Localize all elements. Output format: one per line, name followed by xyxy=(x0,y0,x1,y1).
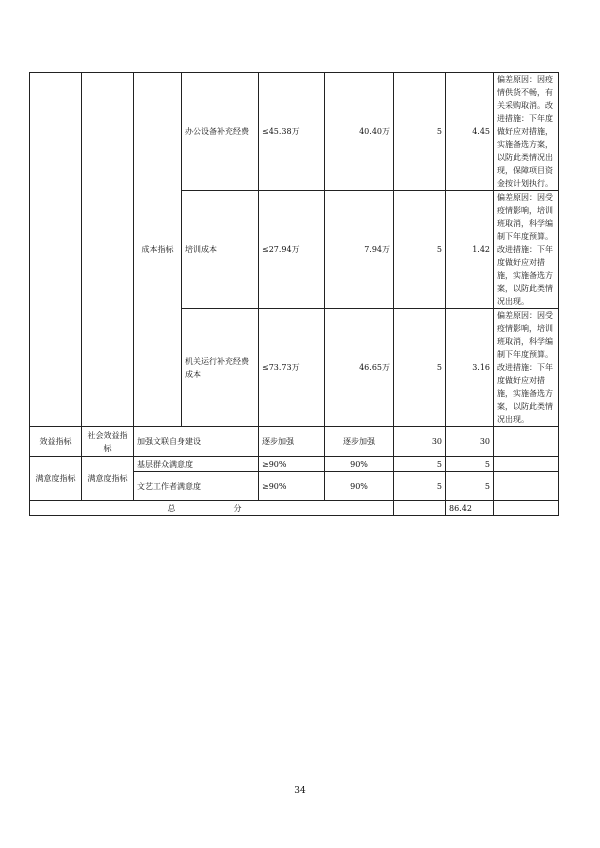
page-number: 34 xyxy=(294,786,306,796)
weight-value: 5 xyxy=(394,191,446,309)
target-value: ≤73.73万 xyxy=(259,309,325,427)
target-value: ≥90% xyxy=(259,457,325,472)
weight-value: 30 xyxy=(394,427,446,457)
table-row xyxy=(30,427,559,457)
score-value: 5 xyxy=(446,472,494,501)
satisfaction-sub-label: 满意度指标 xyxy=(82,457,134,501)
blank-cell xyxy=(82,73,134,427)
indicator-name: 机关运行补充经费成本 xyxy=(182,309,259,427)
deviation-note: 偏差原因：因受疫情影响，培训班取消，科学编制下年度预算。改进措施：下年度做好应对措施，实施备选方案，以防此类情况出现。 xyxy=(494,309,559,427)
total-score: 86.42 xyxy=(446,501,494,516)
indicator-name: 文艺工作者满意度 xyxy=(134,472,259,501)
score-value: 5 xyxy=(446,457,494,472)
score-value: 3.16 xyxy=(446,309,494,427)
blank-cell xyxy=(494,472,559,501)
total-label: 总 分 xyxy=(30,501,394,516)
deviation-note: 偏差原因：因疫情供货不畅，有关采购取消。改进措施：下年度做好应对措施，实施备选方案，以防此类情况出现，保障项目资金按计划执行。 xyxy=(494,73,559,191)
benefit-indicator-label: 效益指标 xyxy=(30,427,82,457)
table-row xyxy=(30,73,559,191)
target-value: ≤27.94万 xyxy=(259,191,325,309)
cost-indicator-label: 成本指标 xyxy=(134,73,182,427)
actual-value: 40.40万 xyxy=(325,73,394,191)
deviation-note: 偏差原因：因受疫情影响，培训班取消，科学编制下年度预算。改进措施：下年度做好应对措施，实施备选方案，以防此类情况出现。 xyxy=(494,191,559,309)
indicator-name: 培训成本 xyxy=(182,191,259,309)
indicator-name: 办公设备补充经费 xyxy=(182,73,259,191)
score-value: 30 xyxy=(446,427,494,457)
weight-value: 5 xyxy=(394,309,446,427)
satisfaction-indicator-label: 满意度指标 xyxy=(30,457,82,501)
weight-value: 5 xyxy=(394,472,446,501)
weight-value: 5 xyxy=(394,457,446,472)
table-row xyxy=(30,457,559,472)
score-value: 1.42 xyxy=(446,191,494,309)
target-value: 逐步加强 xyxy=(259,427,325,457)
blank-cell xyxy=(30,73,82,427)
blank-cell xyxy=(494,427,559,457)
blank-cell xyxy=(494,501,559,516)
actual-value: 90% xyxy=(325,457,394,472)
total-row xyxy=(30,501,559,516)
blank-cell xyxy=(394,501,446,516)
weight-value: 5 xyxy=(394,73,446,191)
target-value: ≥90% xyxy=(259,472,325,501)
actual-value: 90% xyxy=(325,472,394,501)
blank-cell xyxy=(494,457,559,472)
actual-value: 7.94万 xyxy=(325,191,394,309)
social-benefit-label: 社会效益指标 xyxy=(82,427,134,457)
score-value: 4.45 xyxy=(446,73,494,191)
indicator-name: 基层群众满意度 xyxy=(134,457,259,472)
indicator-name: 加强文联自身建设 xyxy=(134,427,259,457)
actual-value: 逐步加强 xyxy=(325,427,394,457)
actual-value: 46.65万 xyxy=(325,309,394,427)
target-value: ≤45.38万 xyxy=(259,73,325,191)
performance-table xyxy=(29,72,559,516)
